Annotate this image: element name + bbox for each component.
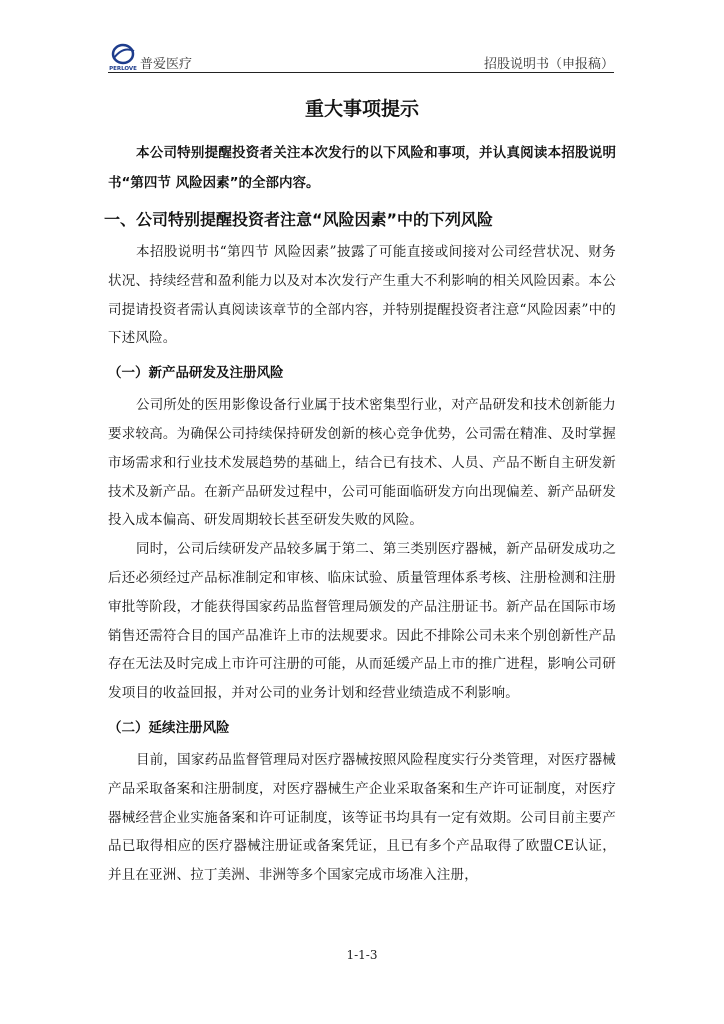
paragraph: 同时，公司后续研发产品较多属于第二、第三类别医疗器械，新产品研发成功之后还必须经过产品标准制定和审核、临床试验、质量管理体系考核、注册检测和注册审批等阶段，才能获得国家药品监督管理局颁发的产品注册证书。新产品在国际市场销售还需符合目的国产品准许上市的法规要求。因此不排除公司未来个别创新性产品存在无法及时完成上市许可注册的可能，从而延缓产品上市的推广进程，影响公司研发项目的收益回报，并对公司的业务计划和经营业绩造成不利影响。 <box>108 541 616 702</box>
page-number: 1-1-3 <box>346 948 378 962</box>
page-title: 重大事项提示 <box>304 98 419 120</box>
document-title: 招股说明书（申报稿） <box>483 57 614 72</box>
page-header <box>108 42 614 74</box>
subsection-heading-renewal: （二）延续注册风险 <box>108 719 230 736</box>
page-body <box>104 92 616 890</box>
perlove-logo-icon <box>108 42 138 72</box>
header-divider <box>108 72 614 73</box>
intro-paragraph: 本公司特别提醒投资者关注本次发行的以下风险和事项，并认真阅读本招股说明书“第四节 风险因素”的全部内容。 <box>108 145 616 191</box>
section-heading: 一、公司特别提醒投资者注意“风险因素”中的下列风险 <box>104 210 494 229</box>
logo-text: PERLOVE <box>109 66 137 72</box>
paragraph: 公司所处的医用影像设备行业属于技术密集型行业，对产品研发和技术创新能力要求较高。为确保公司持续保持研发创新的核心竞争优势，公司需在精准、及时掌握市场需求和行业技术发展趋势的基础上，结合已有技术、人员、产品不断自主研发新技术及新产品。在新产品研发过程中，公司可能面临研发方向出现偏差、新产品研发投入成本偏高、研发周期较长甚至研发失败的风险。 <box>108 397 616 529</box>
section-paragraph: 本招股说明书“第四节 风险因素”披露了可能直接或间接对公司经营状况、财务状况、持续经营和盈利能力以及对本次发行产生重大不利影响的相关风险因素。本公司提请投资者需认真阅读该章节的全部内容，并特别提醒投资者注意“风险因素”中的下述风险。 <box>108 244 616 347</box>
subsection-heading-new-product: （一）新产品研发及注册风险 <box>108 365 284 382</box>
brand-name: 普爱医疗 <box>140 57 193 72</box>
paragraph: 目前，国家药品监督管理局对医疗器械按照风险程度实行分类管理，对医疗器械产品采取备案和注册制度，对医疗器械生产企业采取备案和生产许可证制度，对医疗器械经营企业实施备案和许可证制度，该等证书均具有一定有效期。公司目前主要产品已取得相应的医疗器械注册证或备案凭证，且已有多个产品取得了欧盟CE认证，并且在亚洲、拉丁美洲、非洲等多个国家完成市场准入注册， <box>108 751 616 884</box>
